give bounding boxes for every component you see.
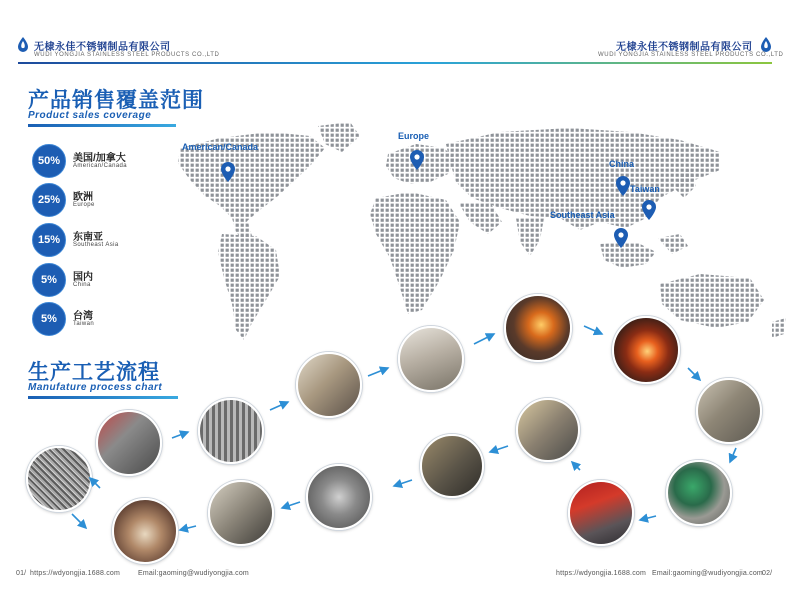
- company-logo-icon: [758, 36, 774, 52]
- sales-title-underline: [28, 124, 176, 127]
- header-divider: [18, 62, 772, 64]
- process-photo-raw-wire: [26, 446, 92, 512]
- stat-percent-badge: 50%: [32, 144, 66, 178]
- company-logo-icon: [15, 36, 31, 52]
- process-photo-molds: [306, 464, 372, 530]
- company-name-en-right: WUDI YONGJIA STAINLESS STEEL PRODUCTS CO.,LTD: [598, 52, 784, 58]
- footer-page-right: 02/: [762, 570, 773, 577]
- stat-region-cn: 台湾: [73, 311, 93, 322]
- continents: [178, 122, 786, 340]
- map-pin-icon: [642, 200, 656, 220]
- stat-percent-badge: 5%: [32, 263, 66, 297]
- process-photo-furnace: [612, 316, 680, 384]
- process-photo-packaging: [208, 480, 274, 546]
- process-photo-press: [568, 480, 634, 546]
- process-photo-workshop: [516, 398, 580, 462]
- footer-email-right[interactable]: Email:gaoming@wudiyongjia.com: [652, 570, 763, 577]
- process-photo-finished-hooks: [112, 498, 178, 564]
- footer-url-right[interactable]: https://wdyongjia.1688.com: [556, 570, 647, 577]
- map-pin-icon: [616, 176, 630, 196]
- map-pin-icon: [410, 150, 424, 170]
- process-title-en: Manufature process chart: [28, 382, 163, 393]
- stat-region-en: Europe: [73, 202, 95, 208]
- process-photo-machine: [696, 378, 762, 444]
- stat-region-en: Southeast Asia: [73, 242, 119, 248]
- map-pin-icon: [221, 162, 235, 182]
- map-label-america: American/Canada: [182, 142, 259, 152]
- stat-region-en: China: [73, 282, 91, 288]
- process-photo-melting: [504, 294, 572, 362]
- stat-region-en: Taiwan: [73, 321, 95, 327]
- map-label-southeast-asia: Southeast Asia: [550, 210, 615, 220]
- process-title-cn: 生产工艺流程: [28, 360, 160, 384]
- stat-region-cn: 国内: [73, 272, 93, 283]
- process-title-underline: [28, 396, 178, 399]
- process-photo-forming: [198, 398, 264, 464]
- process-photo-tumbling-media: [666, 460, 732, 526]
- map-label-taiwan: Taiwan: [630, 184, 660, 194]
- footer-page-left: 01/: [16, 570, 27, 577]
- map-label-china: China: [609, 159, 635, 169]
- process-photo-welding: [398, 326, 464, 392]
- stat-region-cn: 东南亚: [73, 232, 103, 243]
- stat-percent-badge: 15%: [32, 223, 66, 257]
- stat-region-cn: 美国/加拿大: [73, 153, 126, 164]
- process-photo-polishing: [420, 434, 484, 498]
- sales-title-en: Product sales coverage: [28, 110, 152, 121]
- process-photo-cutting: [96, 410, 162, 476]
- sales-title-cn: 产品销售覆盖范围: [28, 88, 204, 112]
- footer-url-left[interactable]: https://wdyongjia.1688.com: [30, 570, 121, 577]
- company-name-cn-left: 无棣永佳不锈钢制品有限公司: [34, 42, 171, 53]
- stat-percent-badge: 25%: [32, 183, 66, 217]
- footer-email-left[interactable]: Email:gaoming@wudiyongjia.com: [138, 570, 249, 577]
- stat-percent-badge: 5%: [32, 302, 66, 336]
- stat-region-cn: 欧洲: [73, 192, 93, 203]
- stat-region-en: American/Canada: [73, 163, 128, 169]
- map-label-europe: Europe: [398, 131, 430, 141]
- process-photo-bending: [296, 352, 362, 418]
- company-name-cn-right: 无棣永佳不锈钢制品有限公司: [616, 42, 753, 53]
- map-pin-icon: [614, 228, 628, 248]
- company-name-en-left: WUDI YONGJIA STAINLESS STEEL PRODUCTS CO.,LTD: [34, 52, 220, 58]
